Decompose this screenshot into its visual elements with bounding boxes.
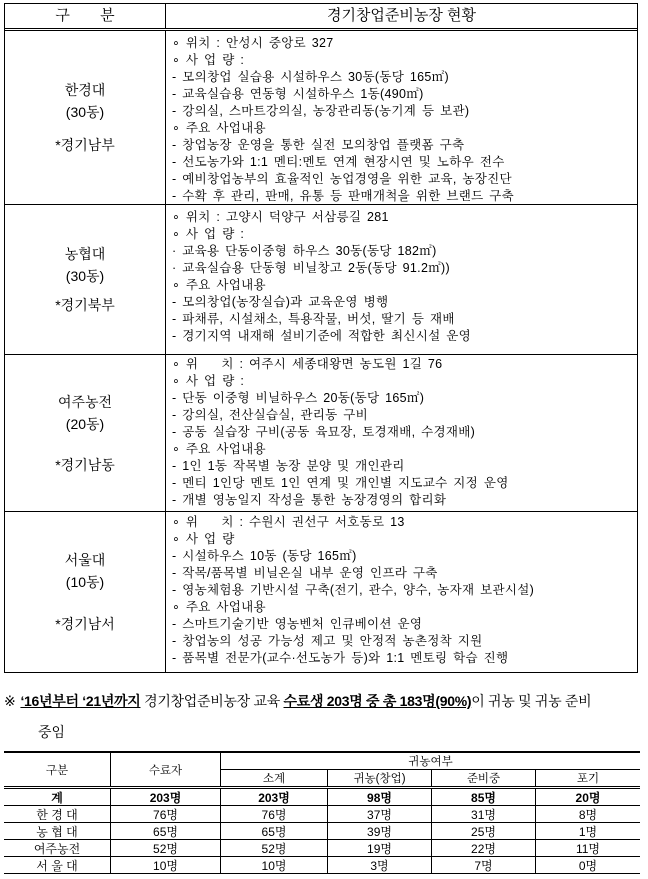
summary-row-hankyong — [4, 806, 640, 823]
detail-line: · 교육실습용 단동형 비닐창고 2동(동당 91.2㎡)) — [172, 261, 450, 275]
farm-label-cell — [5, 355, 166, 511]
summary-row-snu — [4, 857, 640, 874]
detail-line: - 단동 이중형 비닐하우스 20동(동당 165㎡) — [172, 391, 425, 405]
farm-detail-cell — [166, 205, 637, 354]
returned-value: 19명 — [328, 840, 432, 856]
footnote-line-2: 중임 — [38, 724, 66, 740]
detail-line: - 수확 후 관리, 판매, 유통 등 판매개척을 위한 브랜드 구축 — [172, 189, 514, 203]
farm-region: *경기북부 — [55, 297, 115, 313]
header-gave-up: 포기 — [576, 773, 600, 785]
footnote-line-1 — [4, 690, 644, 712]
graduates-value: 203명 — [111, 789, 221, 805]
header-returned: 귀농(창업) — [328, 770, 432, 786]
footnote — [4, 690, 644, 743]
detail-line: ∘ 사 업 량 — [172, 532, 235, 546]
detail-line: - 시설하우스 10동 (동당 165㎡) — [172, 549, 357, 563]
detail-line: - 강의실, 전산실습실, 관리동 구비 — [172, 408, 368, 422]
preparing-value: 31명 — [432, 806, 536, 822]
detail-line: ∘ 사 업 량 : — [172, 374, 245, 388]
subtotal-value: 65명 — [221, 823, 328, 839]
gave-up-value: 11명 — [575, 841, 601, 856]
farm-status-table — [4, 3, 638, 673]
footnote-period: ‘16년부터 ‘21년까지 — [20, 693, 141, 709]
header-return-status: 귀농여부 — [221, 753, 640, 770]
farm-label-cell — [5, 512, 166, 672]
gave-up-value: 0명 — [578, 858, 598, 873]
preparing-value: 25명 — [432, 823, 536, 839]
header-return-group — [221, 753, 640, 786]
gave-up-value: 8명 — [578, 807, 598, 822]
header-status: 경기창업준비농장 현황 — [326, 7, 477, 24]
detail-line: - 작목/품목별 비닐온실 내부 운영 인프라 구축 — [172, 566, 438, 580]
detail-line: ∘ 주요 사업내용 — [172, 600, 266, 614]
subtotal-value: 203명 — [221, 789, 328, 805]
header-category-cell — [5, 4, 166, 28]
detail-line: - 공동 실습장 구비(공동 육묘장, 토경재배, 수경재배) — [172, 425, 476, 439]
farm-house-count: (30동) — [65, 104, 105, 120]
farm-label-cell — [5, 205, 166, 354]
subtotal-value: 76명 — [221, 806, 328, 822]
farm-house-count: (20동) — [65, 415, 105, 432]
detail-line: - 예비창업농부의 효율적인 농업경영을 위한 교육, 농장진단 — [172, 172, 512, 186]
detail-line: - 파채류, 시설채소, 특용작물, 버섯, 딸기 등 재배 — [172, 312, 455, 326]
farm-house-count: (30동) — [65, 268, 105, 284]
farm-detail-cell — [166, 31, 637, 204]
farm-detail-cell — [166, 512, 637, 672]
header-category: 구 분 — [55, 7, 115, 24]
detail-line: - 선도농가와 1:1 멘티:멘토 연계 현장시연 및 노하우 전수 — [172, 155, 505, 169]
detail-line: - 1인 1동 작목별 농장 분양 및 개인관리 — [172, 459, 405, 473]
farm-region: *경기남서 — [55, 616, 115, 632]
detail-line: - 개별 영농일지 작성을 통한 농장경영의 합리화 — [172, 493, 447, 507]
detail-line: - 스마트기술기반 영농벤처 인큐베이션 운영 — [172, 617, 423, 631]
farm-row-snu — [5, 512, 637, 672]
detail-line: - 강의실, 스마트강의실, 농장관리동(농기계 등 보관) — [172, 104, 470, 118]
gave-up-value: 1명 — [578, 824, 598, 839]
subtotal-value: 52명 — [221, 840, 328, 856]
farm-name: 여주농전 — [57, 393, 113, 410]
row-label: 서 울 대 — [4, 857, 111, 873]
gave-up-value: 20명 — [575, 790, 601, 805]
returned-value: 39명 — [328, 823, 432, 839]
summary-row-nonghyup — [4, 823, 640, 840]
detail-line: ∘ 위치 : 고양시 덕양구 서삼릉길 281 — [172, 210, 389, 224]
subtotal-value: 10명 — [221, 857, 328, 873]
summary-header — [4, 753, 640, 789]
farm-label-cell — [5, 31, 166, 204]
graduates-value: 52명 — [111, 840, 221, 856]
header-category: 구분 — [4, 753, 111, 786]
header-subtotal: 소계 — [221, 770, 328, 786]
graduates-value: 76명 — [111, 806, 221, 822]
summary-row-total — [4, 789, 640, 806]
header-graduates: 수료자 — [111, 753, 221, 786]
preparing-value: 22명 — [432, 840, 536, 856]
detail-line: ∘ 위 치 : 수원시 권선구 서호동로 13 — [172, 515, 405, 529]
detail-line: ∘ 사 업 량 : — [172, 227, 245, 241]
detail-line: - 창업농의 성공 가능성 제고 및 안정적 농촌정착 지원 — [172, 634, 483, 648]
preparing-value: 7명 — [432, 857, 536, 873]
detail-line: ∘ 주요 사업내용 — [172, 278, 266, 292]
footnote-text: 이 귀농 및 귀농 준비 — [471, 693, 592, 709]
farm-row-hankyong — [5, 31, 637, 205]
detail-line: ∘ 위치 : 안성시 중앙로 327 — [172, 36, 334, 50]
farm-name: 한경대 — [64, 82, 106, 98]
detail-line: ∘ 위 치 : 여주시 세종대왕면 농도원 1길 76 — [172, 357, 443, 371]
detail-line: - 경기지역 내재해 설비기준에 적합한 최신시설 운영 — [172, 329, 471, 343]
returned-value: 98명 — [328, 789, 432, 805]
farm-name: 농협대 — [64, 246, 106, 262]
detail-line: - 모의창업 실습용 시설하우스 30동(동당 165㎡) — [172, 70, 449, 84]
footnote-mark: ※ — [4, 693, 16, 709]
farm-region: *경기남동 — [55, 456, 115, 473]
footnote-highlight: 수료생 203명 중 총 183명(90%) — [283, 693, 472, 709]
detail-line: ∘ 사 업 량 : — [172, 53, 245, 67]
detail-line: - 영농체험용 기반시설 구축(전기, 관수, 양수, 농자재 보관시설) — [172, 583, 535, 597]
farm-house-count: (10동) — [65, 574, 105, 590]
farm-detail-cell — [166, 355, 637, 511]
summary-row-yeoju — [4, 840, 640, 857]
returned-value: 3명 — [328, 857, 432, 873]
graduates-value: 65명 — [111, 823, 221, 839]
row-label: 여주농전 — [4, 840, 111, 856]
detail-line: ∘ 주요 사업내용 — [172, 442, 266, 456]
row-label: 계 — [4, 789, 111, 805]
farm-region: *경기남부 — [55, 137, 115, 153]
detail-line: - 창업농장 운영을 통한 실전 모의창업 플랫폼 구축 — [172, 138, 465, 152]
header-status-cell — [166, 4, 637, 28]
farm-name: 서울대 — [64, 552, 106, 568]
header-preparing: 준비중 — [432, 770, 536, 786]
farm-row-yeoju — [5, 355, 637, 512]
detail-line: · 교육용 단동이중형 하우스 30동(동당 182㎡) — [172, 244, 437, 258]
detail-line: - 모의창업(농장실습)과 교육운영 병행 — [172, 295, 389, 309]
row-label: 한 경 대 — [4, 806, 111, 822]
farm-row-nonghyup — [5, 205, 637, 355]
detail-line: ∘ 주요 사업내용 — [172, 121, 266, 135]
header-subcolumns — [221, 770, 640, 786]
detail-line: - 멘티 1인당 멘토 1인 연계 및 개인별 지도교수 지정 운영 — [172, 476, 509, 490]
preparing-value: 85명 — [432, 789, 536, 805]
table-header-row — [5, 4, 637, 31]
detail-line: - 교육실습용 연동형 시설하우스 1동(490㎡) — [172, 87, 424, 101]
footnote-text: 경기창업준비농장 교육 — [140, 693, 284, 709]
detail-line: - 품목별 전문가(교수·선도농가 등)와 1:1 멘토링 학습 진행 — [172, 651, 509, 665]
row-label: 농 협 대 — [4, 823, 111, 839]
graduates-value: 10명 — [111, 857, 221, 873]
graduate-summary-table — [4, 751, 640, 874]
returned-value: 37명 — [328, 806, 432, 822]
